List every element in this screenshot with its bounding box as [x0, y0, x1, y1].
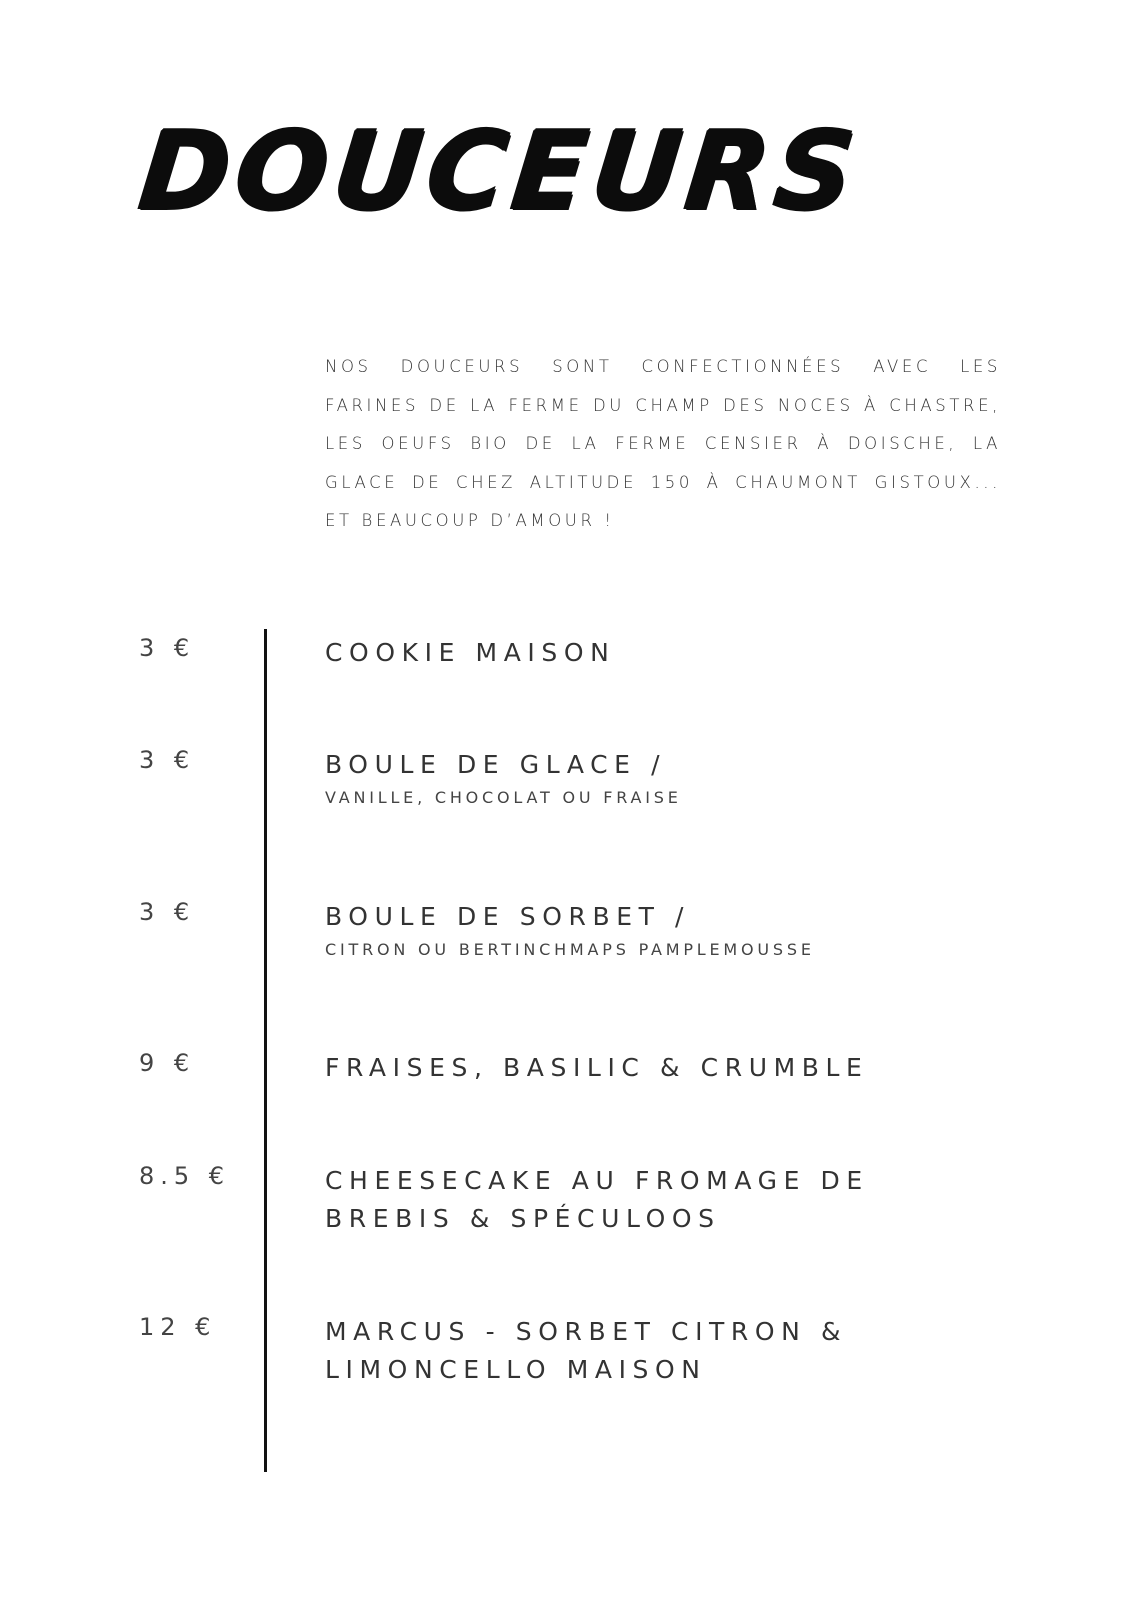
item-price: 3 € — [139, 634, 196, 662]
item-name: MARCUS - SORBET CITRON & LIMONCELLO MAISON — [325, 1317, 848, 1384]
item-description — [325, 898, 965, 962]
item-detail: CITRON OU BERTINCHMAPS PAMPLEMOUSSE — [325, 940, 815, 959]
item-name: CHEESECAKE AU FROMAGE DE BREBIS & SPÉCULOOS — [325, 1166, 869, 1233]
item-description — [325, 1049, 965, 1087]
item-price: 9 € — [139, 1049, 196, 1077]
intro-paragraph: NOS DOUCEURS SONT CONFECTIONNÉES AVEC LES FARINES DE LA FERME DU CHAMP DES NOCES À CHASTRE, LES OEUFS BIO DE LA FERME CENSIER À DOISCHE, LA GLACE DE CHEZ ALTITUDE 150 À CHAUMONT GISTOUX... ET BEAUCOUP D’AMOUR ! — [325, 357, 1001, 530]
item-description — [325, 746, 965, 810]
item-name: FRAISES, BASILIC & CRUMBLE — [325, 1053, 869, 1082]
item-price: 12 € — [139, 1313, 217, 1341]
item-name: COOKIE MAISON — [325, 638, 616, 667]
page-title: DOUCEURS — [133, 109, 866, 234]
item-name: BOULE DE GLACE / — [325, 750, 667, 779]
vertical-divider — [264, 629, 267, 1472]
item-price: 3 € — [139, 898, 196, 926]
item-description — [325, 634, 965, 672]
item-price: 8.5 € — [139, 1162, 231, 1190]
item-description — [325, 1162, 965, 1238]
item-detail: VANILLE, CHOCOLAT OU FRAISE — [325, 788, 682, 807]
item-description — [325, 1313, 965, 1389]
item-price: 3 € — [139, 746, 196, 774]
item-name: BOULE DE SORBET / — [325, 902, 691, 931]
